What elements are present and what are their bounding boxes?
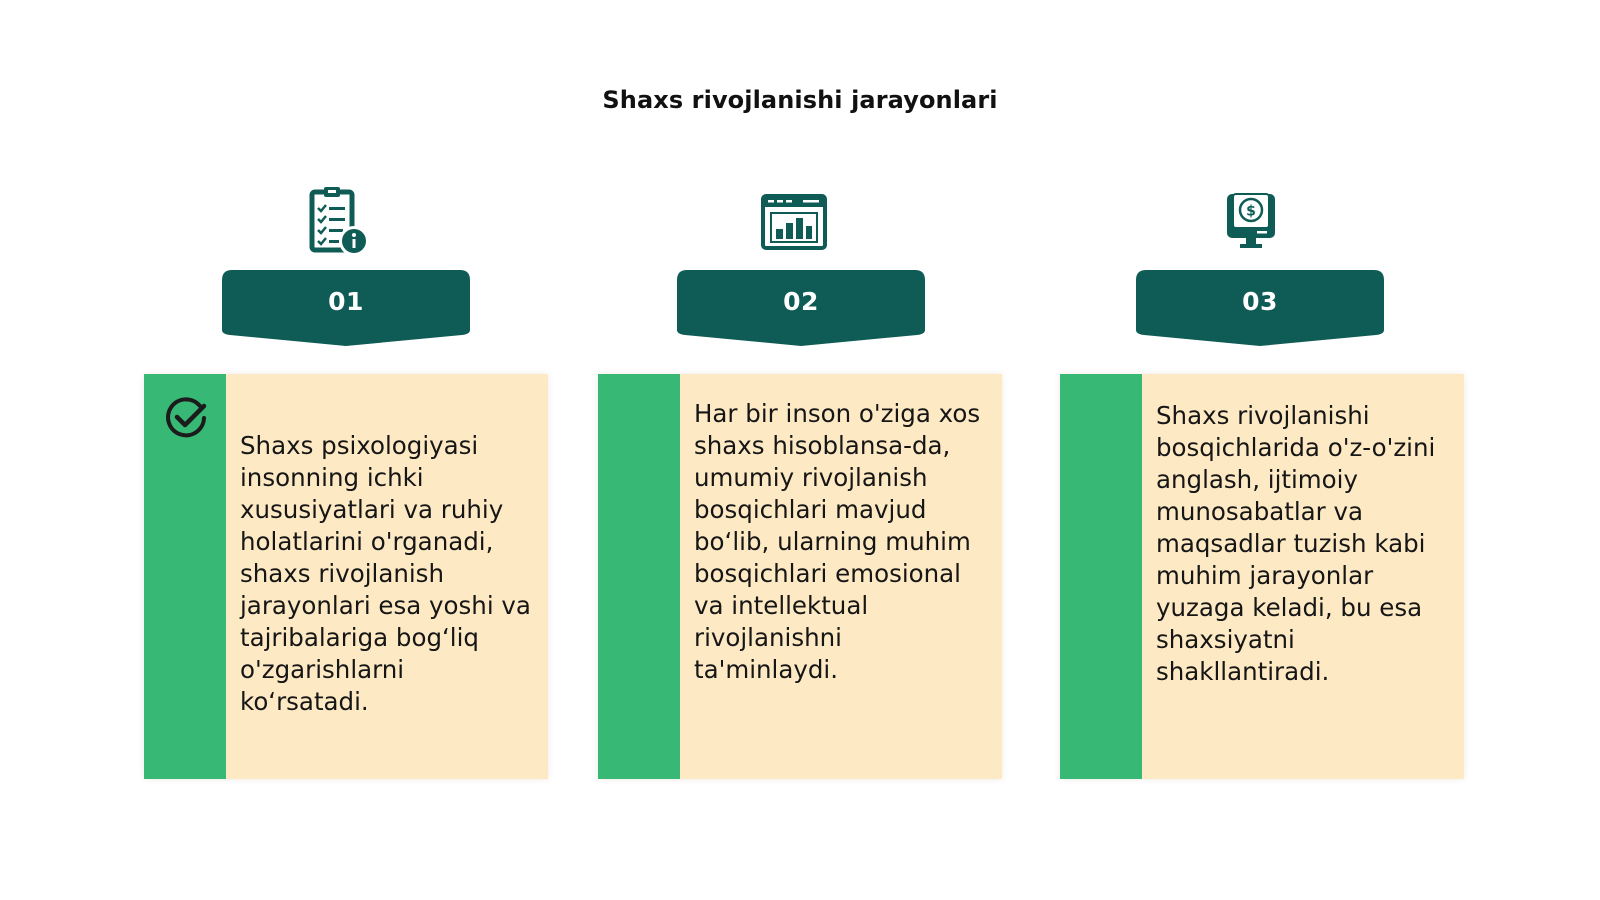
step-column-2 [595, 0, 1005, 900]
card-accent-bar [598, 374, 680, 779]
step-column-3 [1054, 0, 1464, 900]
step-number-3: 03 [1242, 287, 1278, 316]
step-badge-1 [222, 270, 470, 348]
step-card-1 [144, 374, 548, 779]
step-number-2: 02 [783, 287, 819, 316]
svg-text:$: $ [1246, 203, 1256, 220]
card-accent-bar [1060, 374, 1142, 779]
step-description-3: Shaxs rivojlanishi bosqichlarida o'z-o'zini anglash, ijtimoiy munosabatlar va maqsadlar tuzish kabi muhim jarayonlar yuzaga keladi, bu esa shaxsiyatni shakllantiradi. [1156, 401, 1436, 686]
step-column-1 [140, 0, 550, 900]
bar-chart-window-icon [753, 186, 833, 258]
step-description-2: Har bir inson o'ziga xos shaxs hisoblansa-da, umumiy rivojlanish bosqichlari mavjud bo‘lib, ularning muhim bosqichlari emosional va intellektual rivojlanishni ta'minlaydi. [694, 399, 981, 684]
step-badge-2 [677, 270, 925, 348]
clipboard-checklist-info-icon [298, 186, 378, 258]
page-title: Shaxs rivojlanishi jarayonlari [602, 86, 998, 114]
step-card-3 [1060, 374, 1464, 779]
step-description-1: Shaxs psixologiyasi insonning ichki xususiyatlari va ruhiy holatlarini o'rganadi, shaxs rivojlanish jarayonlari esa yoshi va tajribalariga bog‘liq o'zgarishlarni ko‘rsatadi. [240, 431, 531, 716]
step-number-1: 01 [328, 287, 364, 316]
step-card-2 [598, 374, 1002, 779]
check-circle-icon [162, 394, 210, 442]
step-badge-3 [1136, 270, 1384, 348]
dollar-monitor-icon [1211, 186, 1291, 258]
